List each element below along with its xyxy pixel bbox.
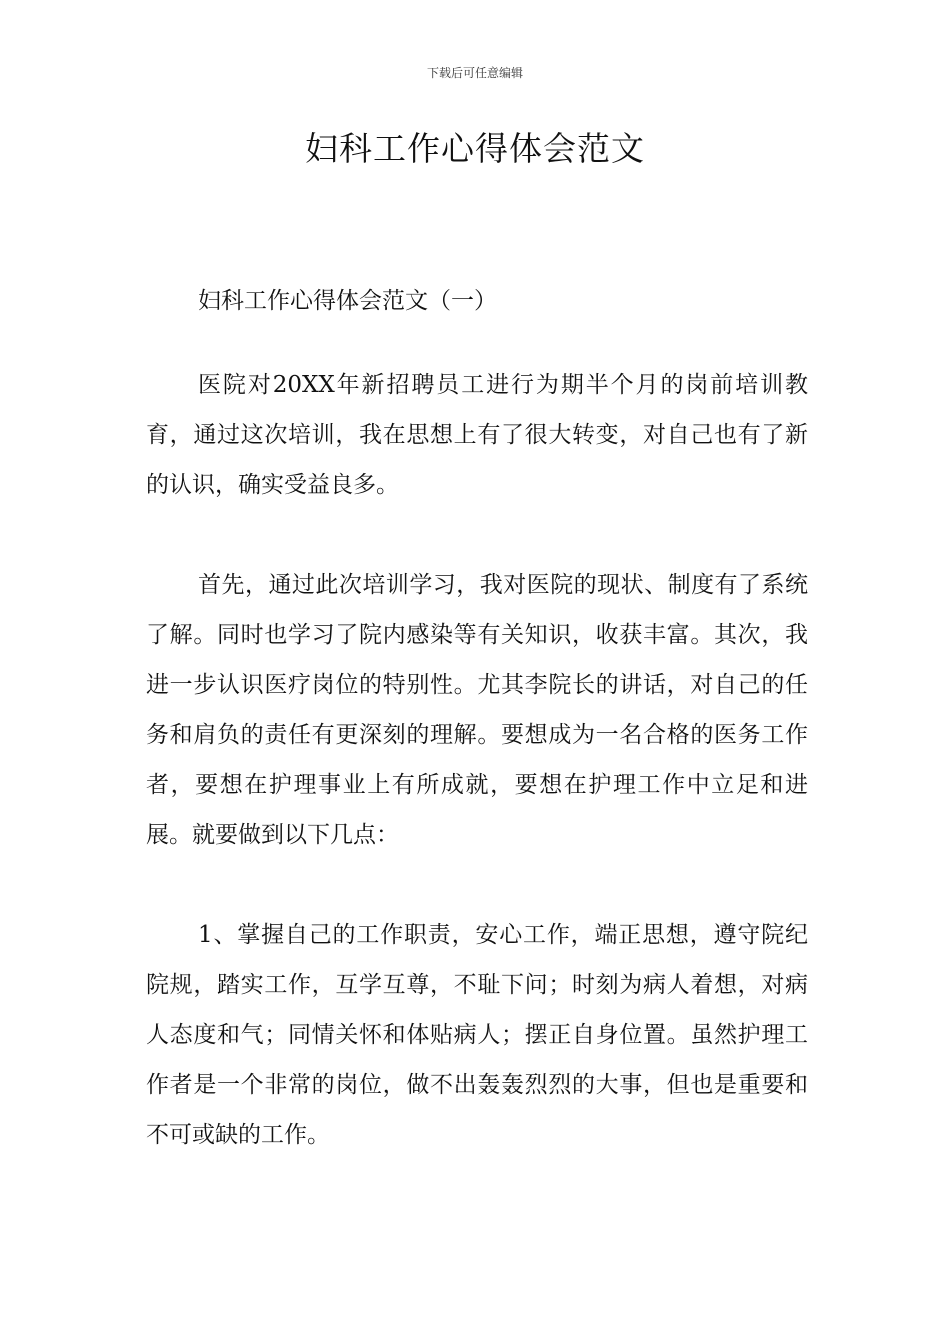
paragraph-first-points: 首先，通过此次培训学习，我对医院的现状、制度有了系统了解。同时也学习了院内感染等有关知识，收获丰富。其次，我进一步认识医疗岗位的特别性。尤其李院长的讲话，对自己的任务和肩负的责任有更深刻的理解。要想成为一名合格的医务工作者，要想在护理事业上有所成就，要想在护理工作中立足和进展。就要做到以下几点：	[146, 572, 808, 848]
document-title: 妇科工作心得体会范文	[305, 129, 645, 168]
document-body	[146, 276, 808, 1160]
paragraph-intro: 医院对20XX年新招聘员工进行为期半个月的岗前培训教育，通过这次培训，我在思想上有了很大转变，对自己也有了新的认识，确实受益良多。	[146, 372, 808, 498]
section-heading: 妇科工作心得体会范文（一）	[198, 288, 497, 314]
header-note: 下载后可任意编辑	[426, 66, 523, 80]
paragraph-item-1: 1、掌握自己的工作职责，安心工作，端正思想，遵守院纪院规，踏实工作，互学互尊，不耻下问；时刻为病人着想，对病人态度和气；同情关怀和体贴病人；摆正自身位置。虽然护理工作者是一个非常的岗位，做不出轰轰烈烈的大事，但也是重要和不可或缺的工作。	[146, 922, 808, 1148]
